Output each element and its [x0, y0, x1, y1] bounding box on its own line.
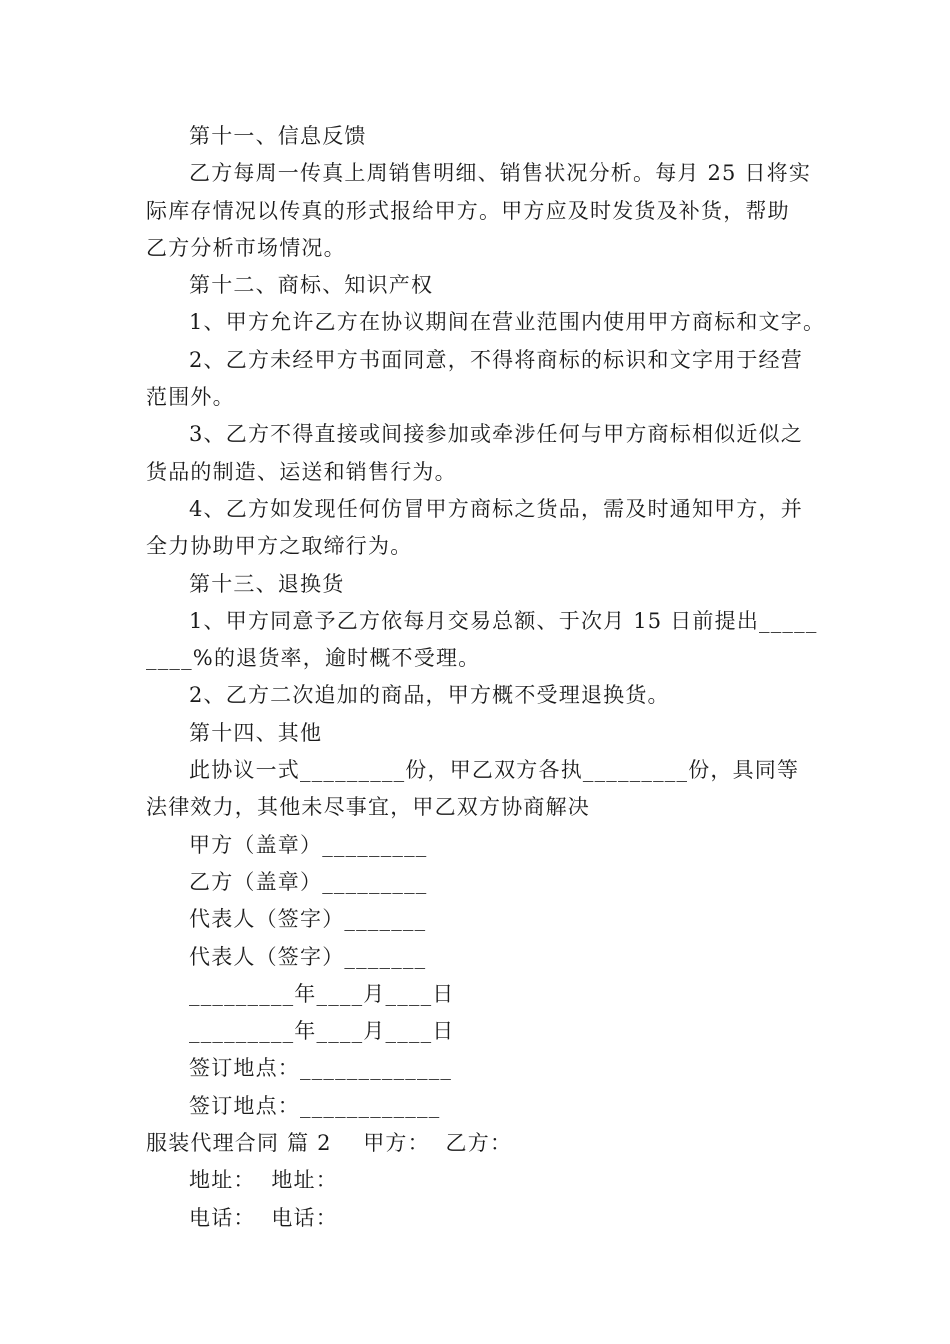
text-line: 全力协助甲方之取缔行为。 — [146, 534, 413, 559]
text-line: 乙方（盖章）_________ — [189, 869, 428, 894]
text-line: 际库存情况以传真的形式报给甲方。甲方应及时发货及补货，帮助 — [146, 198, 790, 223]
text-line: 第十四、其他 — [189, 720, 323, 745]
text-line: 服装代理合同 篇 2 甲方： 乙方： — [146, 1131, 513, 1156]
text-line: 地址： 地址： — [189, 1168, 338, 1193]
text-line: 签订地点：_____________ — [189, 1056, 453, 1081]
text-line: 4、乙方如发现任何仿冒甲方商标之货品，需及时通知甲方，并 — [189, 496, 803, 521]
text-line: 签订地点：____________ — [189, 1093, 441, 1118]
text-line: 第十二、商标、知识产权 — [189, 273, 434, 298]
text-line: _________年____月____日 — [189, 981, 455, 1006]
text-line: 此协议一式_________份，甲乙双方各执_________份，具同等 — [189, 758, 800, 783]
text-line: 2、乙方二次追加的商品，甲方概不受理退换货。 — [189, 683, 670, 708]
text-line: ____%的退货率，逾时概不受理。 — [146, 646, 481, 671]
text-line: 第十三、退换货 — [189, 571, 345, 596]
text-line: 电话： 电话： — [189, 1205, 338, 1230]
text-line: 代表人（签字）_______ — [189, 944, 427, 969]
text-line: 货品的制造、运送和销售行为。 — [146, 459, 457, 484]
text-line: 乙方每周一传真上周销售明细、销售状况分析。每月 25 日将实 — [189, 161, 812, 186]
text-line: 法律效力，其他未尽事宜，甲乙双方协商解决 — [146, 795, 590, 820]
text-line: _________年____月____日 — [189, 1019, 455, 1044]
text-line: 1、甲方同意予乙方依每月交易总额、于次月 15 日前提出_____ — [189, 608, 818, 633]
text-line: 范围外。 — [146, 385, 235, 410]
text-line: 乙方分析市场情况。 — [146, 235, 346, 260]
text-line: 3、乙方不得直接或间接参加或牵涉任何与甲方商标相似近似之 — [189, 422, 803, 447]
text-line: 代表人（签字）_______ — [189, 907, 427, 932]
text-line: 2、乙方未经甲方书面同意，不得将商标的标识和文字用于经营 — [189, 347, 803, 372]
text-line: 第十一、信息反馈 — [189, 124, 367, 148]
text-line: 1、甲方允许乙方在协议期间在营业范围内使用甲方商标和文字。 — [189, 310, 826, 335]
document-page — [146, 118, 826, 1237]
text-line: 甲方（盖章）_________ — [189, 832, 428, 857]
